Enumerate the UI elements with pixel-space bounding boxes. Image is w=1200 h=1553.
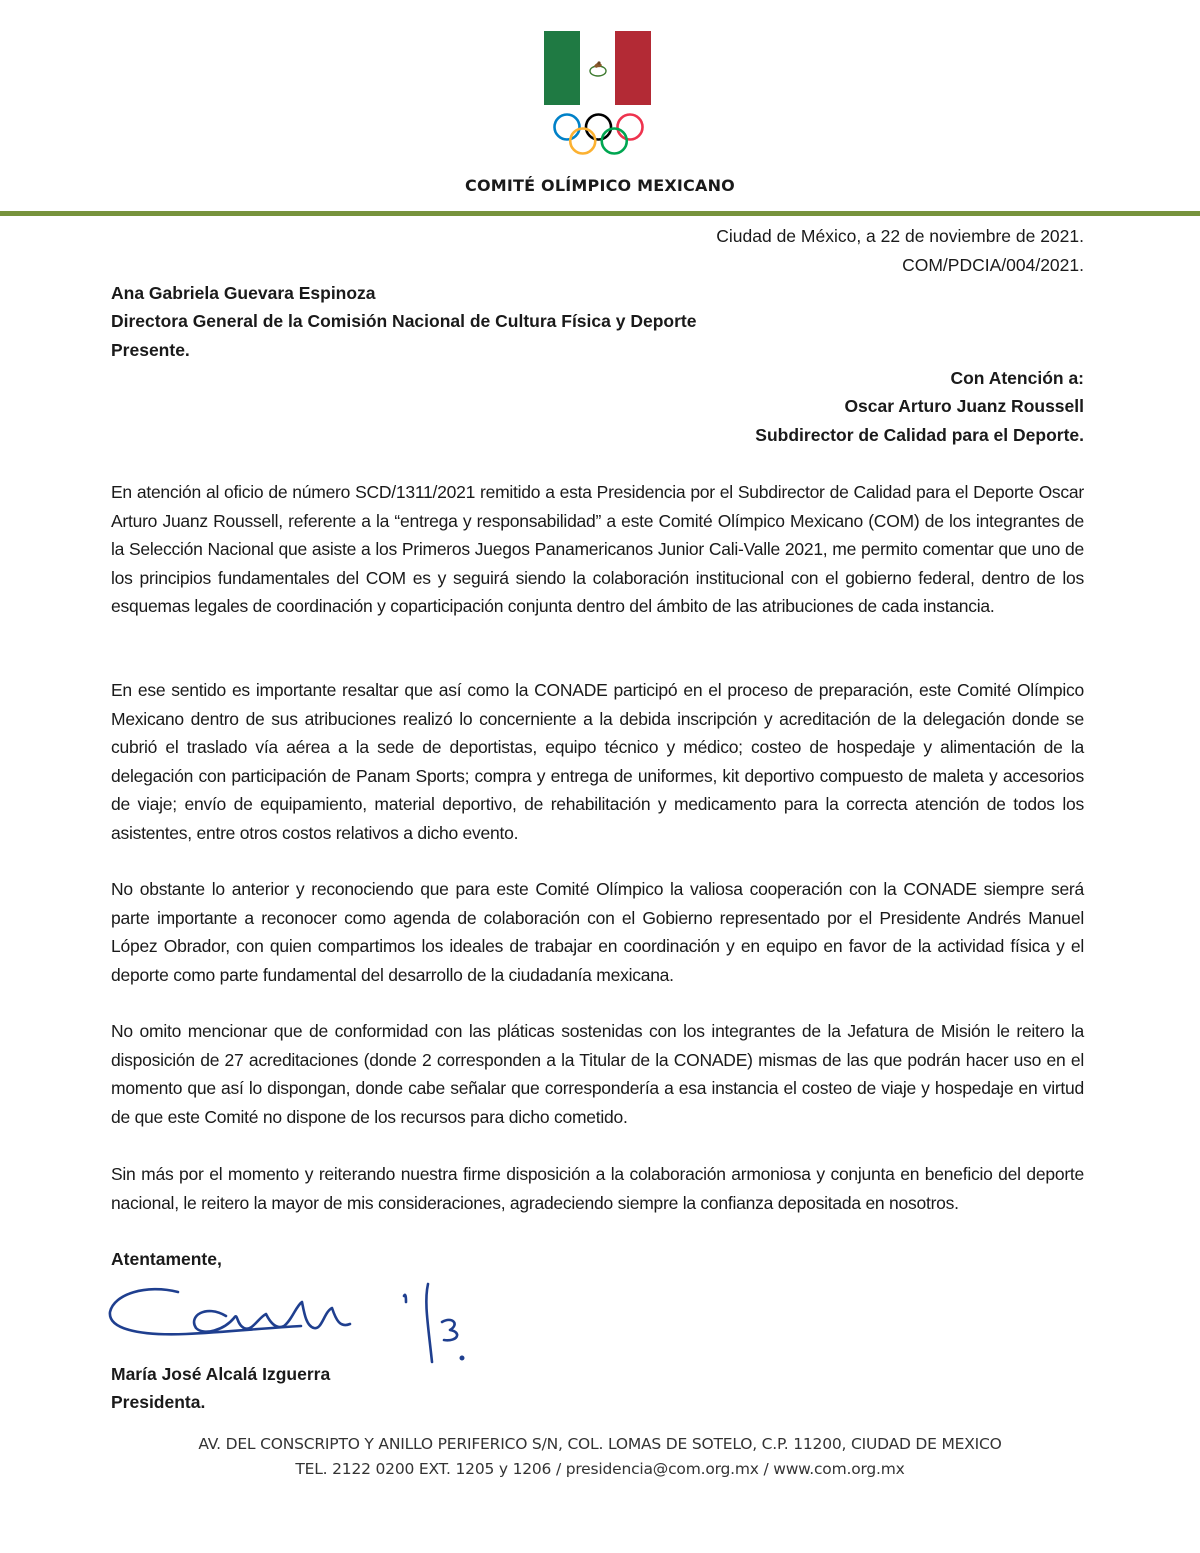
signer-name: María José Alcalá Izguerra xyxy=(111,1364,331,1384)
flag-white-stripe xyxy=(580,31,616,105)
eagle-emblem-icon xyxy=(587,57,609,79)
body-paragraph: En atención al oficio de número SCD/1311/2021 remitido a esta Presidencia por el Subdirector de Calidad para el Deporte Oscar Arturo Juanz Roussell, referente a la “entrega y responsabilidad” a este Comité Olímpico Mexicano (COM) de los integrantes de la Selección Nacional que asiste a los Primeros Juegos Panamericanos Junior Cali-Valle 2021, me permito comentar que uno de los principios fundamentales del COM es y seguirá siendo la colaboración institucional con el gobierno federal, dentro de los esquemas legales de coordinación y coparticipación conjunta dentro del ámbito de las atribuciones de cada instancia. xyxy=(111,482,1084,616)
footer-contact: TEL. 2122 0200 EXT. 1205 y 1206 / presidencia@com.org.mx / www.com.org.mx xyxy=(295,1460,905,1478)
blue-ring-icon xyxy=(555,115,580,140)
header-divider xyxy=(0,211,1200,216)
footer-address: AV. DEL CONSCRIPTO Y ANILLO PERIFERICO S/N, COL. LOMAS DE SOTELO, C.P. 11200, CIUDAD DE MEXICO xyxy=(198,1435,1002,1453)
handwritten-signature xyxy=(106,1278,468,1364)
recipient-greeting: Presente. xyxy=(111,340,190,360)
flag-red-stripe xyxy=(615,31,651,105)
recipient-title: Directora General de la Comisión Nacional de Cultura Física y Deporte xyxy=(111,311,697,331)
attention-name: Oscar Arturo Juanz Roussell xyxy=(844,396,1084,416)
reference-number: COM/PDCIA/004/2021. xyxy=(902,255,1084,275)
signer-title: Presidenta. xyxy=(111,1392,206,1412)
black-ring-icon xyxy=(586,115,611,140)
body-paragraph: No omito mencionar que de conformidad con las pláticas sostenidas con los integrantes de la Jefatura de Misión le reitero la disposición de 27 acreditaciones (donde 2 corresponden a la Titular de la CONADE) mismas de las que podrán hacer uso en el momento que así lo dispongan, donde cabe señalar que correspondería a esa instancia el costeo de viaje y hospedaje en virtud de que este Comité no dispone de los recursos para dicho cometido. xyxy=(111,1021,1084,1127)
recipient-name: Ana Gabriela Guevara Espinoza xyxy=(111,283,376,303)
place-date: Ciudad de México, a 22 de noviembre de 2021. xyxy=(716,226,1084,246)
red-ring-icon xyxy=(618,115,643,140)
attention-title: Subdirector de Calidad para el Deporte. xyxy=(755,425,1084,445)
mexican-flag-logo xyxy=(544,31,651,105)
organization-title: COMITÉ OLÍMPICO MEXICANO xyxy=(465,176,735,195)
closing-salutation: Atentamente, xyxy=(111,1249,222,1269)
flag-green-stripe xyxy=(544,31,580,105)
green-ring-icon xyxy=(602,129,627,154)
yellow-ring-icon xyxy=(570,129,595,154)
attention-label: Con Atención a: xyxy=(950,368,1084,388)
body-paragraph: En ese sentido es importante resaltar que así como la CONADE participó en el proceso de preparación, este Comité Olímpico Mexicano dentro de sus atribuciones realizó lo concerniente a la debida inscripción y acreditación de la delegación donde se cubrió el traslado vía aérea a la sede de deportistas, equipo técnico y médico; costeo de hospedaje y alimentación de la delegación con participación de Panam Sports; compra y entrega de uniformes, kit deportivo compuesto de maleta y accesorios de viaje; envío de equipamiento, material deportivo, de rehabilitación y medicamento para la correcta atención de todos los asistentes, entre otros costos relativos a dicho evento. xyxy=(111,680,1084,843)
olympic-rings-logo xyxy=(551,112,646,156)
body-paragraph: Sin más por el momento y reiterando nuestra firme disposición a la colaboración armoniosa y conjunta en beneficio del deporte nacional, le reitero la mayor de mis consideraciones, agradeciendo siempre la confianza depositada en nosotros. xyxy=(111,1164,1084,1213)
body-paragraph: No obstante lo anterior y reconociendo que para este Comité Olímpico la valiosa cooperación con la CONADE siempre será parte importante a reconocer como agenda de colaboración con el Gobierno representado por el Presidente Andrés Manuel López Obrador, con quien compartimos los ideales de trabajar en coordinación y en equipo en favor de la actividad física y el deporte como parte fundamental del desarrollo de la ciudadanía mexicana. xyxy=(111,879,1084,985)
